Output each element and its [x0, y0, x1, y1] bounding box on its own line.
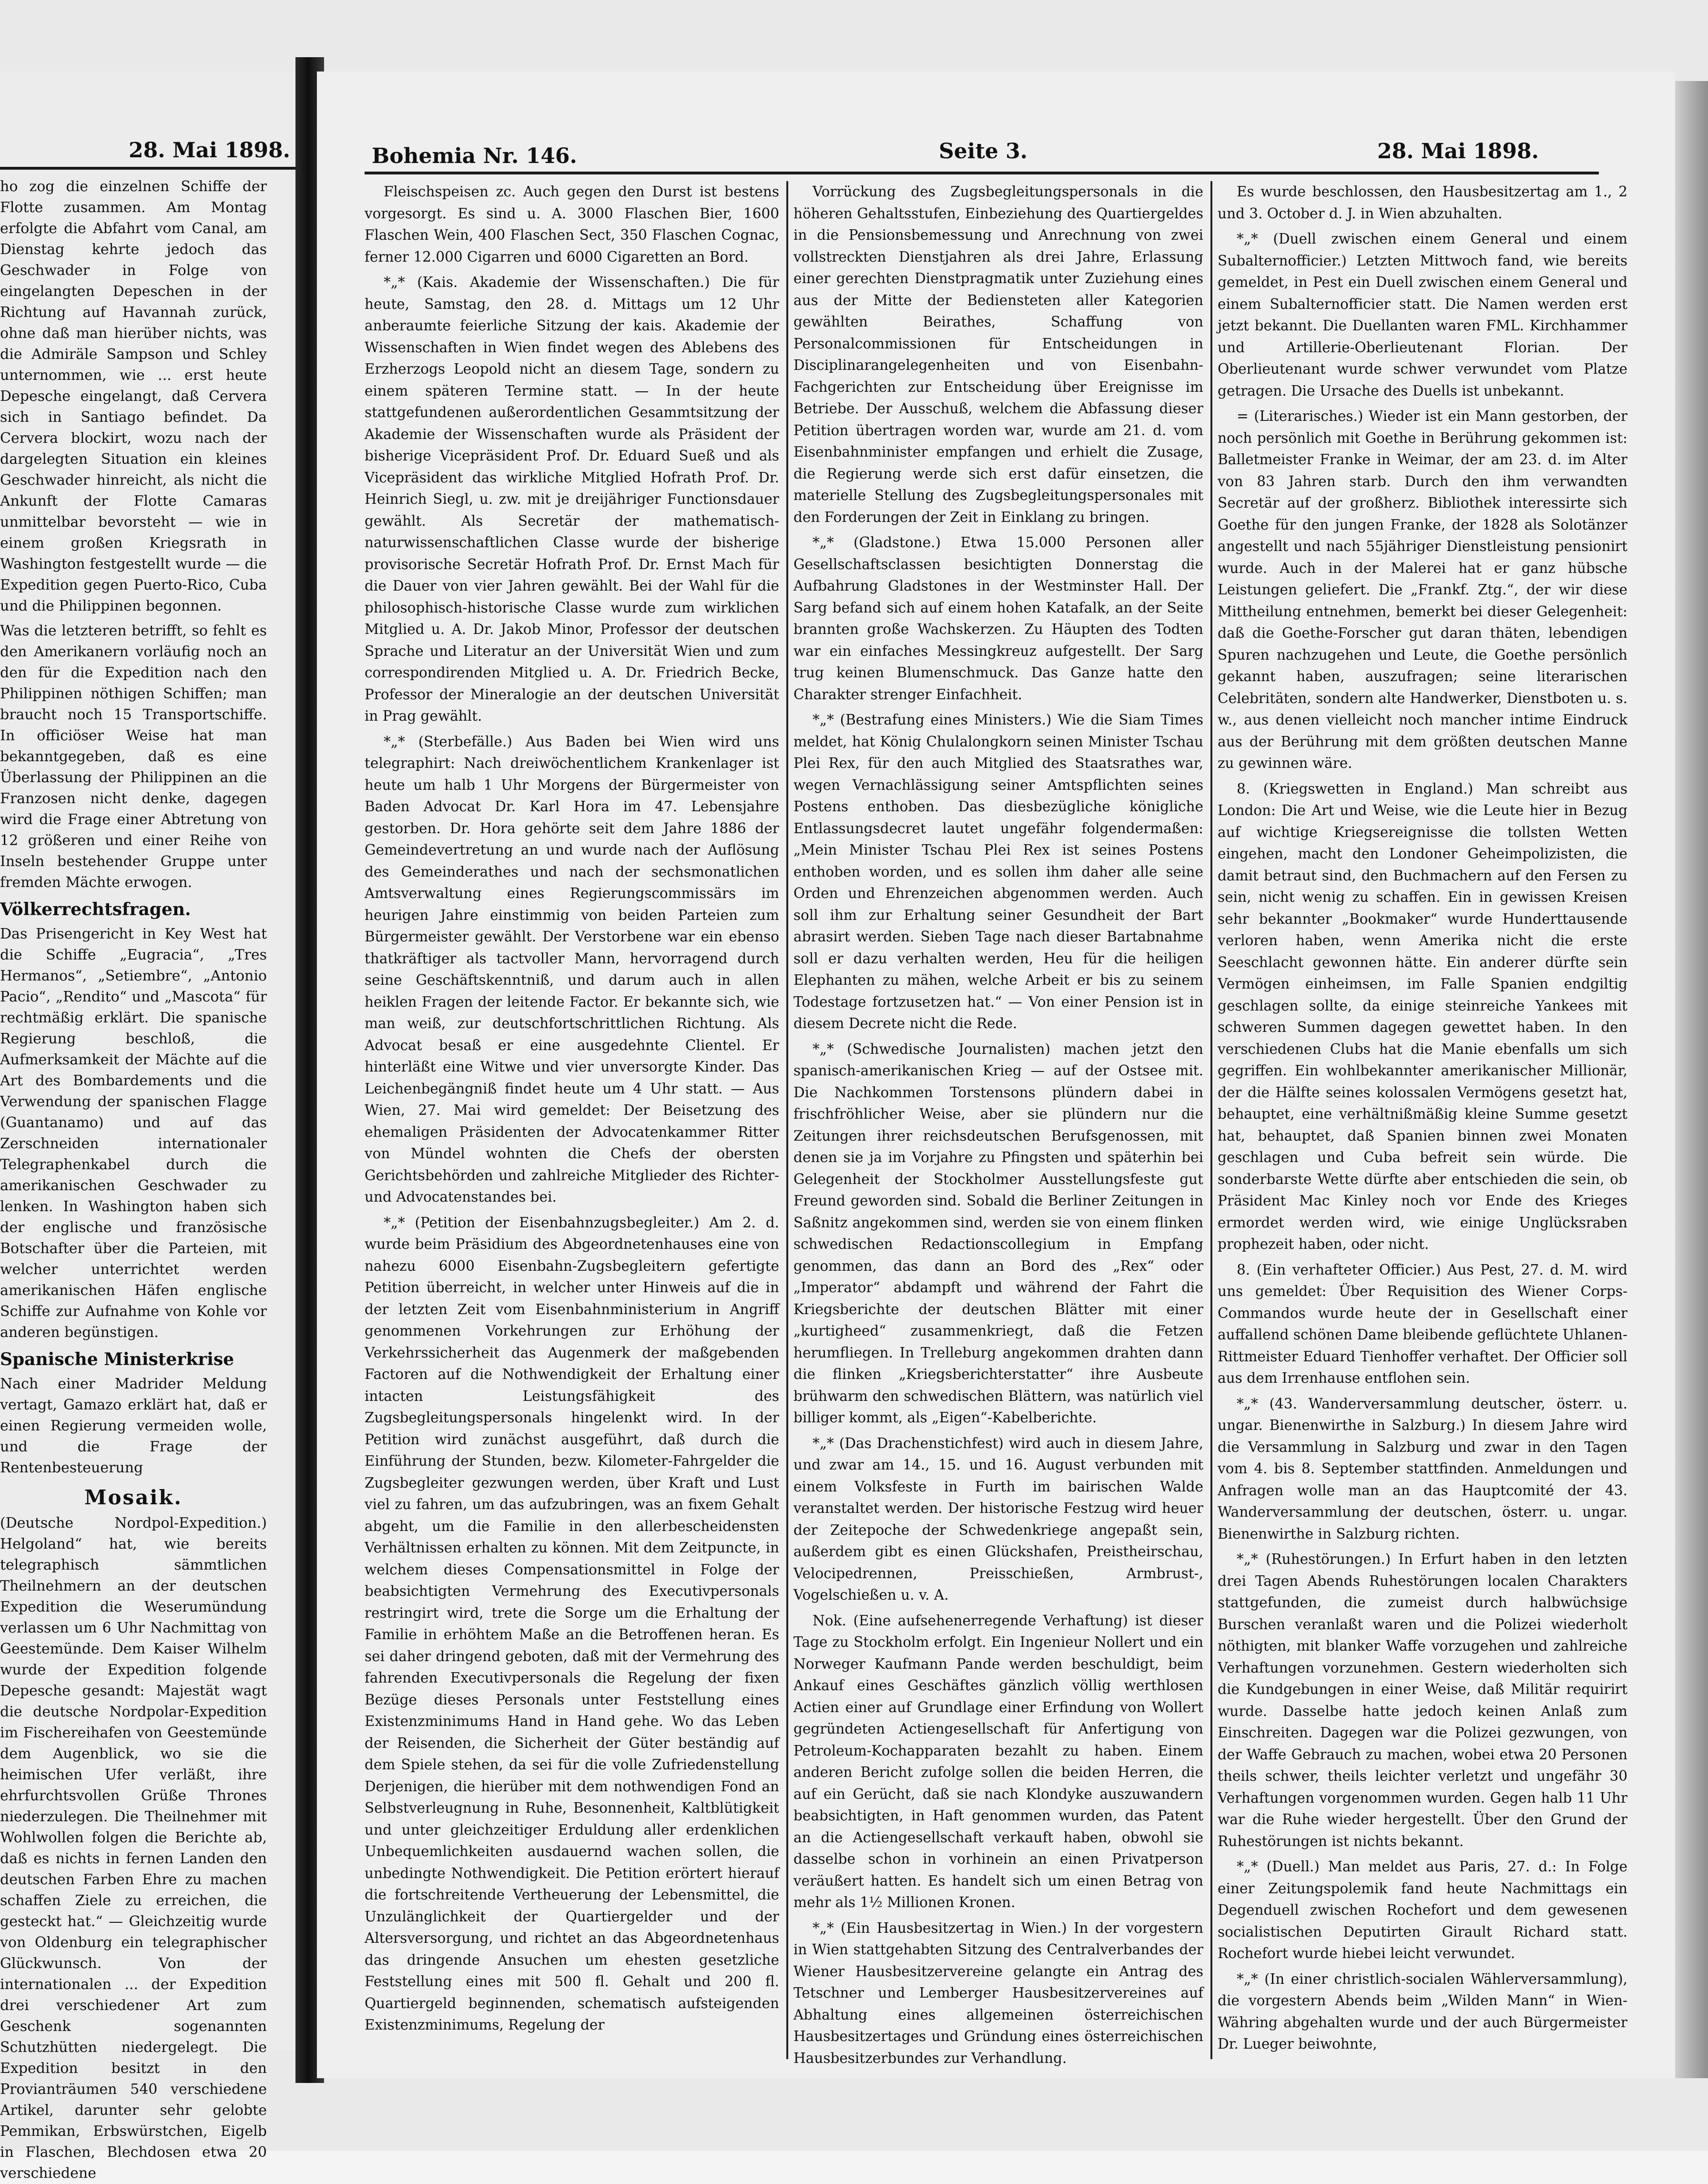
column-divider: [786, 181, 788, 2059]
article: Vorrückung des Zugsbegleitungspersonals in die höheren Gehaltsstufen, Einbeziehung des Quartiergeldes in die Pensionsbemessung und Anrechnung von zwei vollstreckten Dienstjahren als drei Jahre, Erlassung einer gerechten Dienstpragmatik unter Zuziehung eines aus der Mitte der Bediensteten aller Kategorien gewählten Beirathes, Schaffung von Personalcommissionen für Entscheidungen in Disciplinarangelegenheiten und von Eisenbahn-Fachgerichten zur Entscheidung über Ereignisse im Betriebe. Der Ausschuß, welchem die Abfassung dieser Petition übertragen worden war, wurde am 21. d. vom Eisenbahnminister empfangen und erhielt die Zusage, die Regierung werde sich erst dafür einsetzen, die materielle Stellung des Zugsbegleitungspersonales mit den Forderungen der Zeit in Einklang zu bringen.: [793, 184, 1203, 525]
article: Fleischspeisen zc. Auch gegen den Durst ist bestens vorgesorgt. Es sind u. A. 3000 Flaschen Bier, 1600 Flaschen Wein, 400 Flaschen Sect, 350 Flaschen Cognac, ferner 12.000 Cigarren und 6000 Cigaretten an Bord.: [365, 184, 779, 265]
article: *„* (Kais. Akademie der Wissenschaften.) Die für heute, Samstag, den 28. d. Mittags um 12 Uhr anberaumte feierliche Sitzung der kais. Akademie der Wissenschaften in Wien findet wegen des Ablebens des Erzherzogs Leopold nicht an diesem Tage, sondern zu einem späteren Termine statt. — In der heute stattgefundenen außerordentlichen Gesammtsitzung der Akademie der Wissenschaften wurde als Präsident der bisherige Vicepräsident Prof. Dr. Eduard Sueß und als Vicepräsident das wirkliche Mitglied Hofrath Prof. Dr. Heinrich Siegl, u. zw. mit je dreijähriger Functionsdauer gewählt. Als Secretär der mathematisch-naturwissenschaftlichen Classe wurde der bisherige provisorische Secretär Hofrath Prof. Dr. Ernst Mach für die Dauer von vier Jahren gewählt. Bei der Wahl für die philosophisch-historische Classe wurde zum wirklichen Mitglied u. A. Dr. Jakob Minor, Professor der deutschen Sprache und Literatur an der Universität Wien und zum correspondirenden Mitglied u. A. Dr. Friedrich Becke, Professor der Mineralogie an der deutschen Universität in Prag gewählt.: [365, 274, 779, 724]
article: = (Literarisches.) Wieder ist ein Mann gestorben, der noch persönlich mit Goethe in Berührung gekommen ist: Balletmeister Franke in Weimar, der am 23. d. im Alter von 83 Jahren starb. Durch den ihm verwandten Secretär auf der großherz. Bibliothek interessirte sich Goethe für den jungen Franke, der 1828 als Solotänzer angestellt und nach 55jähriger Dienstleistung pensionirt wurde. Auch in der Malerei hat er ganz hübsche Leistungen geliefert. Die „Frankf. Ztg.“, der wir diese Mittheilung entnehmen, bemerkt bei dieser Gelegenheit: daß die Goethe-Forscher gut daran thäten, lebendigen Spuren nachzugehen und Leute, die Goethe persönlich gekannt haben, auszufragen; seine literarischen Celebritäten, sondern alte Handwerker, Dienstboten u. s. w., aus denen vielleicht noch mancher intime Eindruck aus der Berührung mit dem größten deutschen Manne zu gewinnen wäre.: [1218, 408, 1627, 771]
section-heading-mosaik: Mosaik.: [84, 1486, 183, 1509]
left-paragraph: (Deutsche Nordpol-Expedition.) Helgoland“ hat, wie bereits telegraphisch sämmtlichen Theilnehmern an der deutschen Expedition die Weserumündung verlassen um 6 Uhr Nachmittag von Geestemünde. Dem Kaiser Wilhelm wurde der Expedition folgende Depesche gesandt: Majestät wagt die deutsche Nordpolar-Expedition im Fischereihafen von Geestemünde dem Augenblick, wo sie die heimischen Ufer verläßt, ihre ehrfurchtsvollen Grüße Thrones niederzulegen. Die Theilnehmer mit Wohlwollen folgen die Berichte ab, daß es nichts in fernen Landen den deutschen Farben Ehre zu machen schaffen Ziele zu erreichen, die gesteckt hat.“ — Gleichzeitig wurde von Oldenburg ein telegraphischer Glückwunsch. Von der internationalen ... der Expedition drei verschiedener Art zum Geschenk sogenannten Schutzhütten niedergelegt. Die Expedition besitzt in den Provianträumen 540 verschiedene Artikel, darunter sehr gelobte Pemmikan, Erbswürstchen, Eigelb in Flaschen, Blechdosen etwa 20 verschiedene: [0, 1515, 267, 2182]
column-3: [1218, 181, 1627, 2064]
page-edge: [1675, 81, 1708, 2078]
article: *„* (Das Drachenstichfest) wird auch in diesem Jahre, und zwar am 14., 15. und 16. August verbunden mit einem Volksfeste in Furth im bairischen Walde veranstaltet werden. Der historische Festzug wird heuer der Zeitepoche der Schwedenkriege angepaßt sein, außerdem gibt es einen Glückshafen, Preistheirschau, Velocipedrennen, Preisschießen, Armbrust-, Vogelschießen u. v. A.: [793, 1435, 1203, 1603]
left-page-column: [0, 176, 267, 2182]
article: *„* (In einer christlich-socialen Wählerversammlung), die vorgestern Abends beim „Wilden Mann“ in Wien-Währing abgehalten wurde und der auch Bürgermeister Dr. Lueger beiwohnte,: [1218, 1970, 1627, 2052]
article: *„* (Duell.) Man meldet aus Paris, 27. d.: In Folge einer Zeitungspolemik fand heute Nachmittags ein Degenduell zwischen Rochefort und dem gewesenen socialistischen Deputirten Girault Richard statt. Rochefort wurde hiebei leicht verwundet.: [1218, 1858, 1627, 1961]
article: Nok. (Eine aufsehenerregende Verhaftung) ist dieser Tage zu Stockholm erfolgt. Ein Ingenieur Nollert und ein Norweger Kaufmann Pande werden beschuldigt, beim Ankauf eines Geschäftes gänzlich völlig werthlosen Actien einer auf Grundlage einer Erfindung von Wollert gegründeten Actiengesellschaft für Anfertigung von Petroleum-Kochapparaten bezahlt zu haben. Einem anderen Bericht zufolge sollen die beiden Herren, die auf ein Gerücht, daß sie nach Klondyke auszuwandern beabsichtigten, in Haft genommen wurden, das Patent an die Actiengesellschaft verkauft haben, obwohl sie dasselbe schon in vorhinein an einen Privatperson veräußert hatten. Es handelt sich um einen Betrag von mehr als 1½ Millionen Kronen.: [793, 1612, 1203, 1910]
article: Es wurde beschlossen, den Hausbesitzertag am 1., 2 und 3. October d. J. in Wien abzuhalten.: [1218, 184, 1627, 222]
article: *„* (Ein Hausbesitzertag in Wien.) In der vorgestern in Wien stattgehabten Sitzung des Centralverbandes der Wiener Hausbesitzervereine gelangte ein Antrag des Tetschner und Lemberger Hausbesitzervereines auf Abhaltung eines allgemeinen österreichischen Hausbesitzertages und Gründung eines österreichischen Hausbesitzerbundes zur Verhandlung.: [793, 1919, 1203, 2066]
article: *„* (Schwedische Journalisten) machen jetzt den spanisch-amerikanischen Krieg — auf der Ostsee mit. Die Nachkommen Torstensons plündern dabei in frischfröhlicher Weise, aber sie plündern nur die Zeitungen ihrer reichsdeutschen Berufsgenossen, mit denen sie ja im Vorjahre zu Pfingsten und späterhin bei Gelegenheit der Stockholmer Ausstellungsfeste gut Freund geworden sind. Sobald die Berliner Zeitungen in Saßnitz angekommen sind, werden sie von einem flinken schwedischen Redactionscollegium in Empfang genommen, das dann an Bord des „Rex“ oder „Imperator“ abdampft und während der Fahrt die Kriegsberichte der deutschen Blätter mit einer „kurtigheed“ zusammenkriegt, daß die Fetzen herumfliegen. In Trelleburg angekommen drahten dann die flinken „Kriegsberichterstatter“ ihre Ausbeute brühwarm den schwedischen Blättern, was natürlich viel billiger kommt, als „Eigen“-Kabelberichte.: [793, 1041, 1203, 1426]
issue-date: 28. Mai 1898.: [1377, 139, 1539, 163]
left-page-date: 28. Mai 1898.: [129, 138, 290, 163]
column-1: [365, 181, 779, 2064]
column-2: [793, 181, 1203, 2064]
article: *„* (Petition der Eisenbahnzugsbegleiter.) Am 2. d. wurde beim Präsidium des Abgeordnetenhauses eine von nahezu 6000 Eisenbahn-Zugsbegleitern gefertigte Petition überreicht, in welcher unter Hinweis auf die in der letzten Zeit vom Eisenbahnministerium in Angriff genommenen Vorkehrungen zur Erhöhung der Verkehrssicherheit das Augenmerk der maßgebenden Factoren auf die Nothwendigkeit der Erhaltung einer intacten Leistungsfähigkeit des Zugsbegleitungspersonals hingelenkt wird. In der Petition wird zunächst ausgeführt, daß durch die Einführung der Stunden, bezw. Kilometer-Fahrgelder die Zugsbegleiter gezwungen werden, über Kraft und Lust viel zu fahren, um das aufzubringen, was an fixem Gehalt abgeht, um die Familie in den allerbescheidensten Verhältnissen erhalten zu können. Mit dem Zeitpuncte, in welchem dieses Compensationsmittel in Folge der beabsichtigten Vermehrung des Executivpersonals restringirt wird, trete die Sorge um die Erhaltung der Familie in erhöhtem Maße an die Betroffenen heran. Es sei daher dringend geboten, daß mit der Vermehrung des fahrenden Executivpersonals die Regelung der fixen Bezüge dieses Personals unter Feststellung eines Existenzminimums Hand in Hand gehe. Wo das Leben der Reisenden, die Sicherheit der Güter beständig auf dem Spiele stehen, da sei für die volle Zufriedenstellung Derjenigen, die hierüber mit dem nothwendigen Fond an Selbstverleugnung in Ruhe, Besonnenheit, Kaltblütigkeit und unter gleichzeitiger Erduldung aller erdenklichen Unbequemlichkeiten ausdauernd wachen sollen, die unbedingte Nothwendigkeit. Die Petition erörtert hierauf die fortschreitende Vertheuerung der Lebensmittel, die Unzulänglichkeit der Quartiergelder und der Altersversorgung, und richtet an das Abgeordnetenhaus das dringende Ansuchen um ehesten gesetzliche Feststellung eines mit 500 fl. Gehalt und 200 fl. Quartiergeld beginnenden, schematisch aufsteigenden Existenzminimums, Regelung der: [365, 1214, 779, 2033]
section-heading-ministerkrise: Spanische Ministerkrise: [0, 1349, 234, 1369]
article: 8. (Ein verhafteter Officier.) Aus Pest, 27. d. M. wird uns gemeldet: Über Requisition des Wiener Corps-Commandos wurde heute der in Gesellschaft einer auffallend schönen Dame bleibende geflüchtete Uhlanen-Rittmeister Eduard Tienhoffer verhaftet. Der Officier soll aus dem Irrenhause entflohen sein.: [1218, 1261, 1627, 1386]
article: *„* (Sterbefälle.) Aus Baden bei Wien wird uns telegraphirt: Nach dreiwöchentlichem Krankenlager ist heute um halb 1 Uhr Morgens der Bürgermeister von Baden Advocat Dr. Karl Hora im 47. Lebensjahre gestorben. Dr. Hora gehörte seit dem Jahre 1886 der Gemeindevertretung an und wurde nach der Auflösung des Gemeinderathes und nach der sechsmonatlichen Amtsverwaltung eines Regierungscommissärs im heurigen Jahre einstimmig von beiden Parteien zum Bürgermeister gewählt. Der Verstorbene war ein ebenso thatkräftiger als tactvoller Mann, hervorragend durch seine Geschäftskenntniß, und darum auch in allen heiklen Fragen der leitende Factor. Er bekannte sich, wie man weiß, zur deutschfortschrittlichen Richtung. Als Advocat besaß er eine ausgedehnte Clientel. Er hinterläßt eine Witwe und vier unversorgte Kinder. Das Leichenbegängniß findet heute um 4 Uhr statt. — Aus Wien, 27. Mai wird gemeldet: Der Beisetzung des ehemaligen Präsidenten der Advocatenkammer Ritter von Mündel wohnten die Chefs der obersten Gerichtsbehörden und zahlreiche Mitglieder des Richter- und Advocatenstandes bei.: [365, 733, 779, 1205]
right-page: [317, 71, 1675, 2078]
article: *„* (Ruhestörungen.) In Erfurt haben in den letzten drei Tagen Abends Ruhestörungen localen Charakters stattgefunden, die zumeist durch halbwüchsige Burschen veranlaßt waren und die Polizei wiederholt nöthigten, mit blanker Waffe vorzugehen und zahlreiche Verhaftungen vorzunehmen. Gestern wiederholten sich die Kundgebungen in einer Weise, daß Militär requirirt wurde. Dasselbe hatte jedoch keinen Anlaß zum Einschreiten. Dagegen war die Polizei gezwungen, von der Waffe Gebrauch zu machen, wobei etwa 20 Personen theils schwer, theils leichter verletzt und ungefähr 30 Verhaftungen vorgenommen wurden. Gegen halb 11 Uhr war die Ruhe wieder hergestellt. Über den Grund der Ruhestörungen ist nichts bekannt.: [1218, 1551, 1627, 1849]
left-paragraph: ho zog die einzelnen Schiffe der Flotte zusammen. Am Montag erfolgte die Abfahrt vom Canal, am Dienstag kehrte jedoch das Geschwader in Folge von eingelangten Depeschen in der Richtung auf Havannah zurück, ohne daß man hierüber nichts, was die Admiräle Sampson und Schley unternommen, wie ... erst heute Depesche eingelangt, daß Cervera sich in Santiago befindet. Da Cervera blockirt, wozu nach der dargelegten Situation ein kleines Geschwader hinreicht, als nicht die Ankunft der Flotte Camaras unmittelbar bevorsteht — wie in einem großen Kriegsrath in Washington festgestellt wurde — die Expedition gegen Puerto-Rico, Cuba und die Philippinen begonnen.: [0, 178, 267, 614]
column-divider: [1210, 181, 1212, 2059]
left-page: [0, 71, 305, 2182]
paper-title: Bohemia Nr. 146.: [372, 144, 577, 168]
left-paragraph: Nach einer Madrider Meldung vertagt, Gamazo erklärt hat, daß er einen Regierung vermeiden wolle, und die Frage der Rentenbesteuerung: [0, 1376, 267, 1476]
article: 8. (Kriegswetten in England.) Man schreibt aus London: Die Art und Weise, wie die Leute hier in Bezug auf wichtige Kriegsereignisse die tollsten Wetten eingehen, macht den Londoner Geheimpolizisten, die damit betraut sind, den Buchmachern auf den Fersen zu sein, nicht wenig zu schaffen. Ein in gewissen Kreisen sehr bekannter „Bookmaker“ wurde Hunderttausende verloren haben, wenn Amerika nicht die erste Seeschlacht gewonnen hätte. Ein anderer dürfte sein Vermögen einheimsen, im Falle Spanien endgiltig geschlagen sollte, da einige steinreiche Yankees mit schweren Summen dagegen gewettet haben. In den verschiedenen Clubs hat die Manie ebenfalls um sich gegriffen. Ein wohlbekannter amerikanischer Millionär, der die Hälfte seines kolossalen Vermögens gesetzt hat, behauptet, eine verhältnißmäßig kleine Summe gesetzt hat, behauptet, daß Spanien binnen zwei Monaten geschlagen und Cuba befreit sein würde. Die sonderbarste Wette dürfte aber entschieden die sein, ob Präsident Mac Kinley noch vor Ende des Krieges ermordet werden wird, wie einige Unglücksraben prophezeit haben, oder nicht.: [1218, 780, 1627, 1252]
article: *„* (43. Wanderversammlung deutscher, österr. u. ungar. Bienenwirthe in Salzburg.) In diesem Jahre wird die Versammlung in Salzburg und zwar in den Tagen vom 4. bis 8. September stattfinden. Anmeldungen und Anfragen wolle man an das Hauptcomité der 43. Wanderversammlung der deutschen, österr. u. ungar. Bienenwirthe in Salzburg richten.: [1218, 1395, 1627, 1542]
article: *„* (Bestrafung eines Ministers.) Wie die Siam Times meldet, hat König Chulalongkorn seinen Minister Tschau Plei Rex, für den auch Mitglied des Staatsrathes war, wegen Vernachlässigung seiner Amtspflichten seines Postens enthoben. Das diesbezügliche königliche Entlassungsdecret lautet ungefähr folgendermaßen: „Mein Minister Tschau Plei Rex ist seines Postens enthoben worden, und es sollen ihm daher alle seine Orden und Ehrenzeichen abgenommen werden. Auch soll ihm zur Erhaltung seiner Gesundheit der Bart abrasirt werden. Sieben Tage nach dieser Bartabnahme soll er dazu verhalten werden, Heu für die heiligen Elephanten zu mähen, welche Arbeit er bis zu seinem Todestage fortzusetzen hat.“ — Von einer Pension ist in diesem Decrete nicht die Rede.: [793, 712, 1203, 1031]
page-number: Seite 3.: [939, 139, 1028, 163]
left-header-rule: [0, 167, 295, 170]
article: *„* (Duell zwischen einem General und einem Subalternofficier.) Letzten Mittwoch fand, wie bereits gemeldet, in Pest ein Duell zwischen einem General und einem Subalternofficier statt. Die Namen werden erst jetzt bekannt. Die Duellanten waren FML. Kirchhammer und Artillerie-Oberlieutenant Florian. Der Oberlieutenant wurde schwer verwundet vom Platze getragen. Die Ursache des Duells ist unbekannt.: [1218, 231, 1627, 399]
left-paragraph: Das Prisengericht in Key West hat die Schiffe „Eugracia“, „Tres Hermanos“, „Setiembre“, „Antonio Pacio“, „Rendito“ und „Mascota“ für rechtmäßig erklärt. Die spanische Regierung beschloß, die Aufmerksamkeit der Mächte auf die Art des Bombardements und die Verwendung der spanischen Flagge (Guantanamo) und auf das Zerschneiden internationaler Telegraphenkabel durch die amerikanischen Geschwader zu lenken. In Washington haben sich der englische und französische Botschafter über die Parteien, mit welcher unterrichtet werden amerikanischen Häfen englische Schiffe zur Aufnahme von Kohle vor anderen begünstigen.: [0, 926, 267, 1341]
article: *„* (Gladstone.) Etwa 15.000 Personen aller Gesellschaftsclassen besichtigten Donnerstag die Aufbahrung Gladstones in der Westminster Hall. Der Sarg befand sich auf einem hohen Katafalk, an der Seite brannten große Wachskerzen. Zu Häupten des Todten war ein einfaches Messingkreuz aufgestellt. Der Sarg trug keinen Blumenschmuck. Das Ganze hatte den Charakter strenger Einfachheit.: [793, 534, 1203, 703]
section-heading-voelkerrecht: Völkerrechtsfragen.: [0, 899, 191, 919]
header-rule: [365, 172, 1599, 174]
left-paragraph: Was die letzteren betrifft, so fehlt es den Amerikanern vorläufig noch an den für die Expedition nach den Philippinen nöthigen Schiffen; man braucht noch 15 Transportschiffe. In officiöser Weise hat man bekanntgegeben, daß es eine Überlassung der Philippinen an die Franzosen nicht denke, dagegen wird die Frage einer Abtretung von 12 größeren und einer Reihe von Inseln bestehender Gruppe unter fremden Mächte erwogen.: [0, 623, 267, 891]
